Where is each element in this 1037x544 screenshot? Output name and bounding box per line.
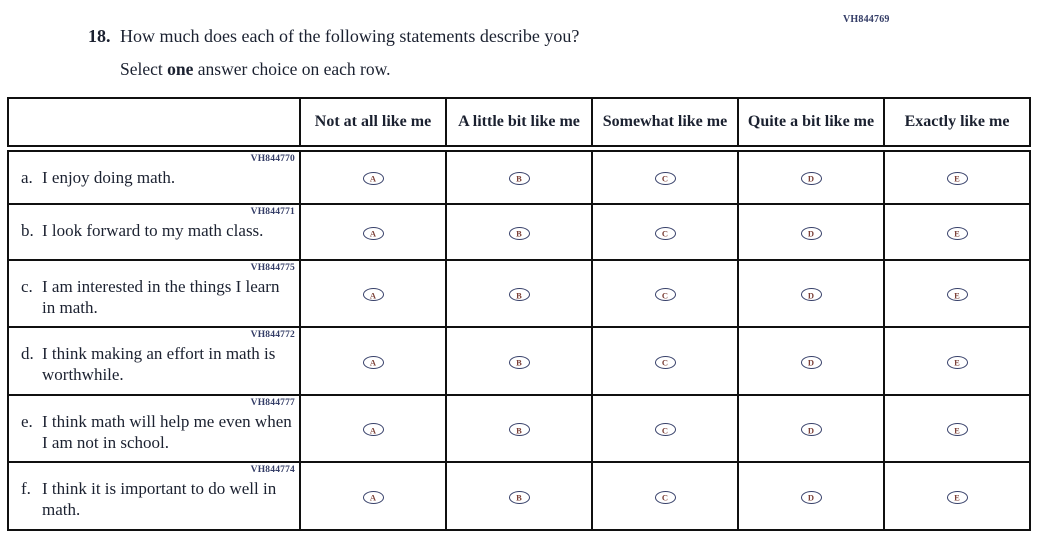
header-row: [8, 98, 1030, 148]
answer-bubble-a[interactable]: [363, 423, 384, 436]
option-cell: [592, 327, 738, 394]
bubble-letter: C: [661, 173, 669, 184]
bubble-letter: E: [954, 228, 960, 239]
question-block: [88, 26, 728, 80]
question-instruction: [120, 59, 728, 80]
statement-text: I look forward to my math class.: [42, 221, 264, 240]
answer-bubble-e[interactable]: [947, 356, 968, 369]
column-header-not-at-all: Not at all like me: [300, 98, 446, 148]
statement-label: c.: [21, 277, 33, 296]
option-cell: [300, 327, 446, 394]
bubble-letter: C: [661, 228, 669, 239]
form-code: VH844769: [843, 14, 890, 25]
answer-bubble-e[interactable]: [947, 491, 968, 504]
instruction-suffix: answer choice on each row.: [193, 58, 391, 79]
statement-label: d.: [21, 344, 34, 364]
question-text: How much does each of the following statements describe you?: [120, 26, 580, 46]
row-code: VH844775: [250, 263, 295, 273]
option-cell: [300, 395, 446, 462]
bubble-letter: E: [954, 357, 960, 368]
option-cell: [738, 395, 884, 462]
statement-cell: [8, 204, 300, 260]
statement-label: f.: [21, 479, 31, 499]
answer-bubble-a[interactable]: [363, 356, 384, 369]
option-cell: [884, 462, 1030, 529]
answer-bubble-d[interactable]: [801, 227, 822, 240]
bubble-letter: D: [807, 425, 815, 436]
option-cell: [592, 395, 738, 462]
row-code: VH844777: [250, 397, 295, 408]
option-cell: [300, 462, 446, 529]
bubble-letter: B: [516, 357, 522, 368]
bubble-letter: E: [954, 492, 960, 503]
bubble-letter: C: [661, 357, 669, 368]
bubble-letter: A: [369, 492, 377, 503]
answer-bubble-e[interactable]: [947, 172, 968, 185]
row-code: VH844774: [250, 465, 295, 476]
option-cell: [884, 260, 1030, 327]
answer-bubble-d[interactable]: [801, 491, 822, 504]
bubble-letter: C: [661, 290, 669, 301]
bubble-letter: A: [369, 425, 377, 436]
option-cell: [446, 327, 592, 394]
statement-text: I think math will help me even when I am not in school.: [42, 411, 292, 452]
answer-bubble-c[interactable]: [655, 227, 676, 240]
bubble-letter: C: [661, 492, 669, 503]
option-cell: [446, 462, 592, 529]
option-cell: [738, 260, 884, 327]
bubble-letter: C: [661, 425, 669, 436]
survey-table: [7, 97, 1031, 531]
column-header-quite-a-bit: Quite a bit like me: [738, 98, 884, 148]
answer-bubble-c[interactable]: [655, 491, 676, 504]
statement-cell: [8, 260, 300, 327]
answer-bubble-b[interactable]: [509, 356, 530, 369]
row-code: VH844771: [250, 207, 295, 217]
statement-text: I think it is important to do well in math.: [42, 479, 277, 520]
bubble-letter: B: [516, 173, 522, 184]
bubble-letter: D: [807, 290, 815, 301]
option-cell: [884, 204, 1030, 260]
option-cell: [884, 395, 1030, 462]
answer-bubble-b[interactable]: [509, 227, 530, 240]
statement-text: I think making an effort in math is worthwhile.: [42, 344, 276, 385]
answer-bubble-b[interactable]: [509, 491, 530, 504]
answer-bubble-e[interactable]: [947, 288, 968, 301]
row-code: VH844772: [250, 330, 295, 341]
bubble-letter: D: [807, 173, 815, 184]
bubble-letter: E: [954, 425, 960, 436]
option-cell: [884, 148, 1030, 204]
statement-label: a.: [21, 167, 33, 187]
answer-bubble-a[interactable]: [363, 172, 384, 185]
answer-bubble-b[interactable]: [509, 172, 530, 185]
bubble-letter: E: [954, 173, 960, 184]
bubble-letter: A: [369, 357, 377, 368]
option-cell: [738, 148, 884, 204]
option-cell: [446, 148, 592, 204]
statement-cell: [8, 327, 300, 394]
answer-bubble-d[interactable]: [801, 172, 822, 185]
statement-cell: [8, 462, 300, 529]
option-cell: [738, 462, 884, 529]
bubble-letter: A: [369, 173, 377, 184]
answer-bubble-c[interactable]: [655, 288, 676, 301]
option-cell: [592, 260, 738, 327]
statement-row: [8, 260, 1030, 327]
option-cell: [738, 327, 884, 394]
option-cell: [592, 148, 738, 204]
question-number: 18.: [88, 26, 111, 46]
option-cell: [300, 148, 446, 204]
answer-bubble-d[interactable]: [801, 288, 822, 301]
statement-row: [8, 204, 1030, 260]
statement-text: I am interested in the things I learn in math.: [42, 277, 280, 317]
answer-bubble-d[interactable]: [801, 356, 822, 369]
instruction-bold: one: [167, 58, 194, 79]
option-cell: [446, 260, 592, 327]
bubble-letter: B: [516, 228, 522, 239]
bubble-letter: E: [954, 290, 960, 301]
bubble-letter: D: [807, 228, 815, 239]
answer-bubble-c[interactable]: [655, 423, 676, 436]
column-header-exactly: Exactly like me: [884, 98, 1030, 148]
bubble-letter: B: [516, 425, 522, 436]
answer-bubble-e[interactable]: [947, 227, 968, 240]
option-cell: [884, 327, 1030, 394]
bubble-letter: B: [516, 492, 522, 503]
statement-label: b.: [21, 221, 34, 240]
bubble-letter: A: [369, 228, 377, 239]
instruction-prefix: Select: [120, 58, 168, 79]
bubble-letter: B: [516, 290, 522, 301]
answer-bubble-e[interactable]: [947, 423, 968, 436]
option-cell: [738, 204, 884, 260]
answer-bubble-a[interactable]: [363, 288, 384, 301]
option-cell: [592, 204, 738, 260]
option-cell: [592, 462, 738, 529]
statement-row: [8, 148, 1030, 204]
answer-bubble-c[interactable]: [655, 356, 676, 369]
option-cell: [300, 204, 446, 260]
statement-cell: [8, 395, 300, 462]
answer-bubble-b[interactable]: [509, 423, 530, 436]
bubble-letter: D: [807, 492, 815, 503]
statement-label: e.: [21, 411, 33, 431]
statement-cell: [8, 148, 300, 204]
statement-row: [8, 395, 1030, 462]
statement-row: [8, 462, 1030, 529]
answer-bubble-c[interactable]: [655, 172, 676, 185]
option-cell: [300, 260, 446, 327]
option-cell: [446, 204, 592, 260]
column-header-a-little-bit: A little bit like me: [446, 98, 592, 148]
column-header-somewhat: Somewhat like me: [592, 98, 738, 148]
answer-bubble-a[interactable]: [363, 227, 384, 240]
row-code: VH844770: [250, 153, 295, 164]
option-cell: [446, 395, 592, 462]
statement-column-header: [8, 98, 300, 148]
answer-bubble-d[interactable]: [801, 423, 822, 436]
survey-table-body: [8, 148, 1030, 530]
answer-bubble-b[interactable]: [509, 288, 530, 301]
statement-row: [8, 327, 1030, 394]
statement-text: I enjoy doing math.: [42, 167, 176, 187]
bubble-letter: A: [369, 290, 377, 301]
bubble-letter: D: [807, 357, 815, 368]
answer-bubble-a[interactable]: [363, 491, 384, 504]
